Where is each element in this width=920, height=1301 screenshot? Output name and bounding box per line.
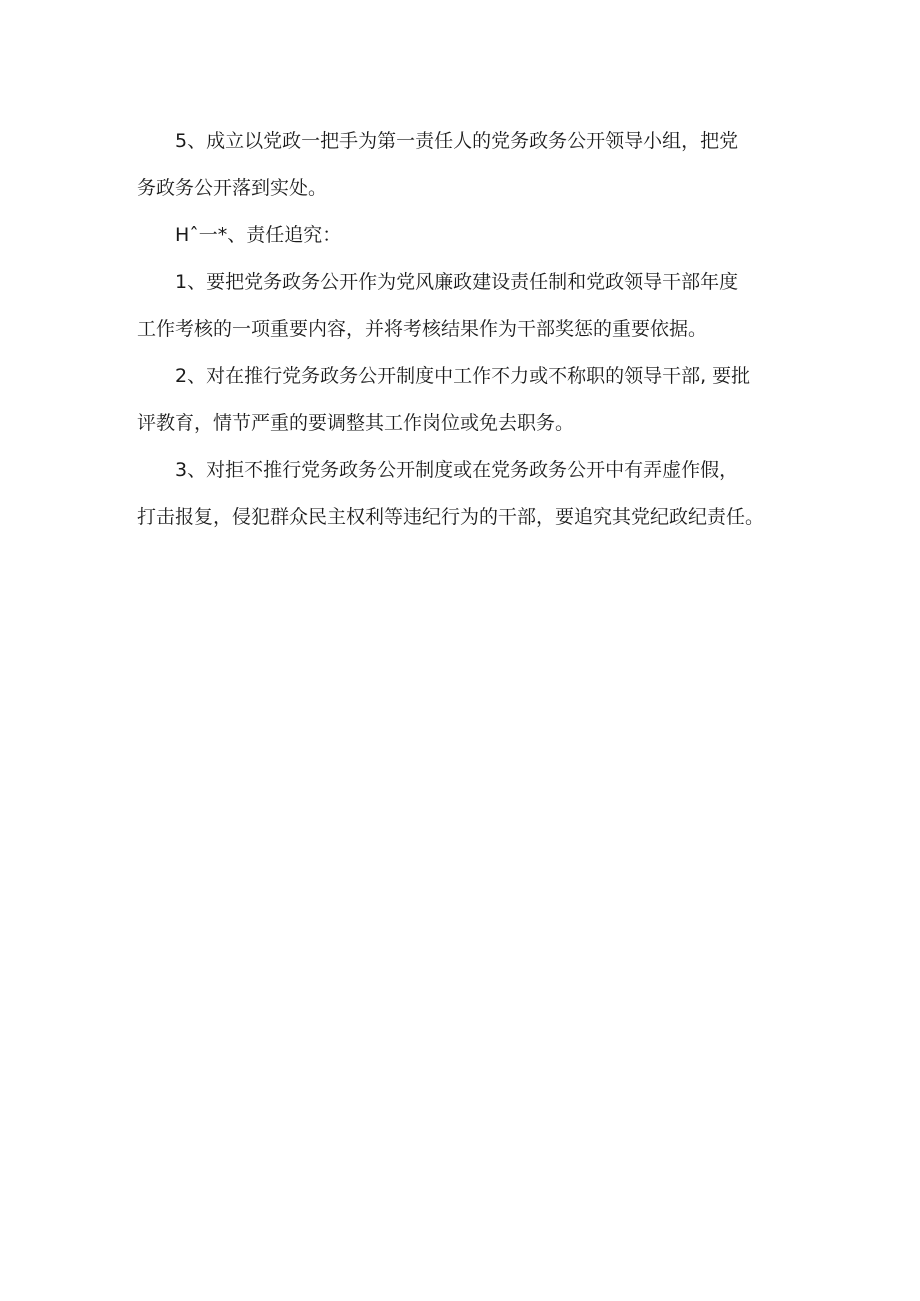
paragraph-item-1 <box>137 259 802 353</box>
paragraph-line: 1、要把党务政务公开作为党风廉政建设责任制和党政领导干部年度 <box>175 271 739 293</box>
paragraph-line: 2、对在推行党务政务公开制度中工作不力或不称职的领导干部, 要批 <box>175 365 751 387</box>
paragraph-item-5 <box>137 118 802 212</box>
section-heading: Hˆ一*、责任追究： <box>175 224 342 246</box>
paragraph-line: 务政务公开落到实处。 <box>137 177 328 199</box>
document-body <box>137 118 802 541</box>
paragraph-line: 打击报复，侵犯群众民主权利等违纪行为的干部，要追究其党纪政纪责任。 <box>137 506 765 528</box>
paragraph-item-3 <box>137 447 802 541</box>
paragraph-line: 3、对拒不推行党务政务公开制度或在党务政务公开中有弄虚作假， <box>175 459 739 481</box>
paragraph-item-2 <box>137 353 802 447</box>
paragraph-line: 5、成立以党政一把手为第一责任人的党务政务公开领导小组，把党 <box>175 130 739 152</box>
paragraph-line: 评教育，情节严重的要调整其工作岗位或免去职务。 <box>137 412 575 434</box>
section-heading-accountability <box>137 212 802 259</box>
paragraph-line: 工作考核的一项重要内容，并将考核结果作为干部奖惩的重要依据。 <box>137 318 708 340</box>
